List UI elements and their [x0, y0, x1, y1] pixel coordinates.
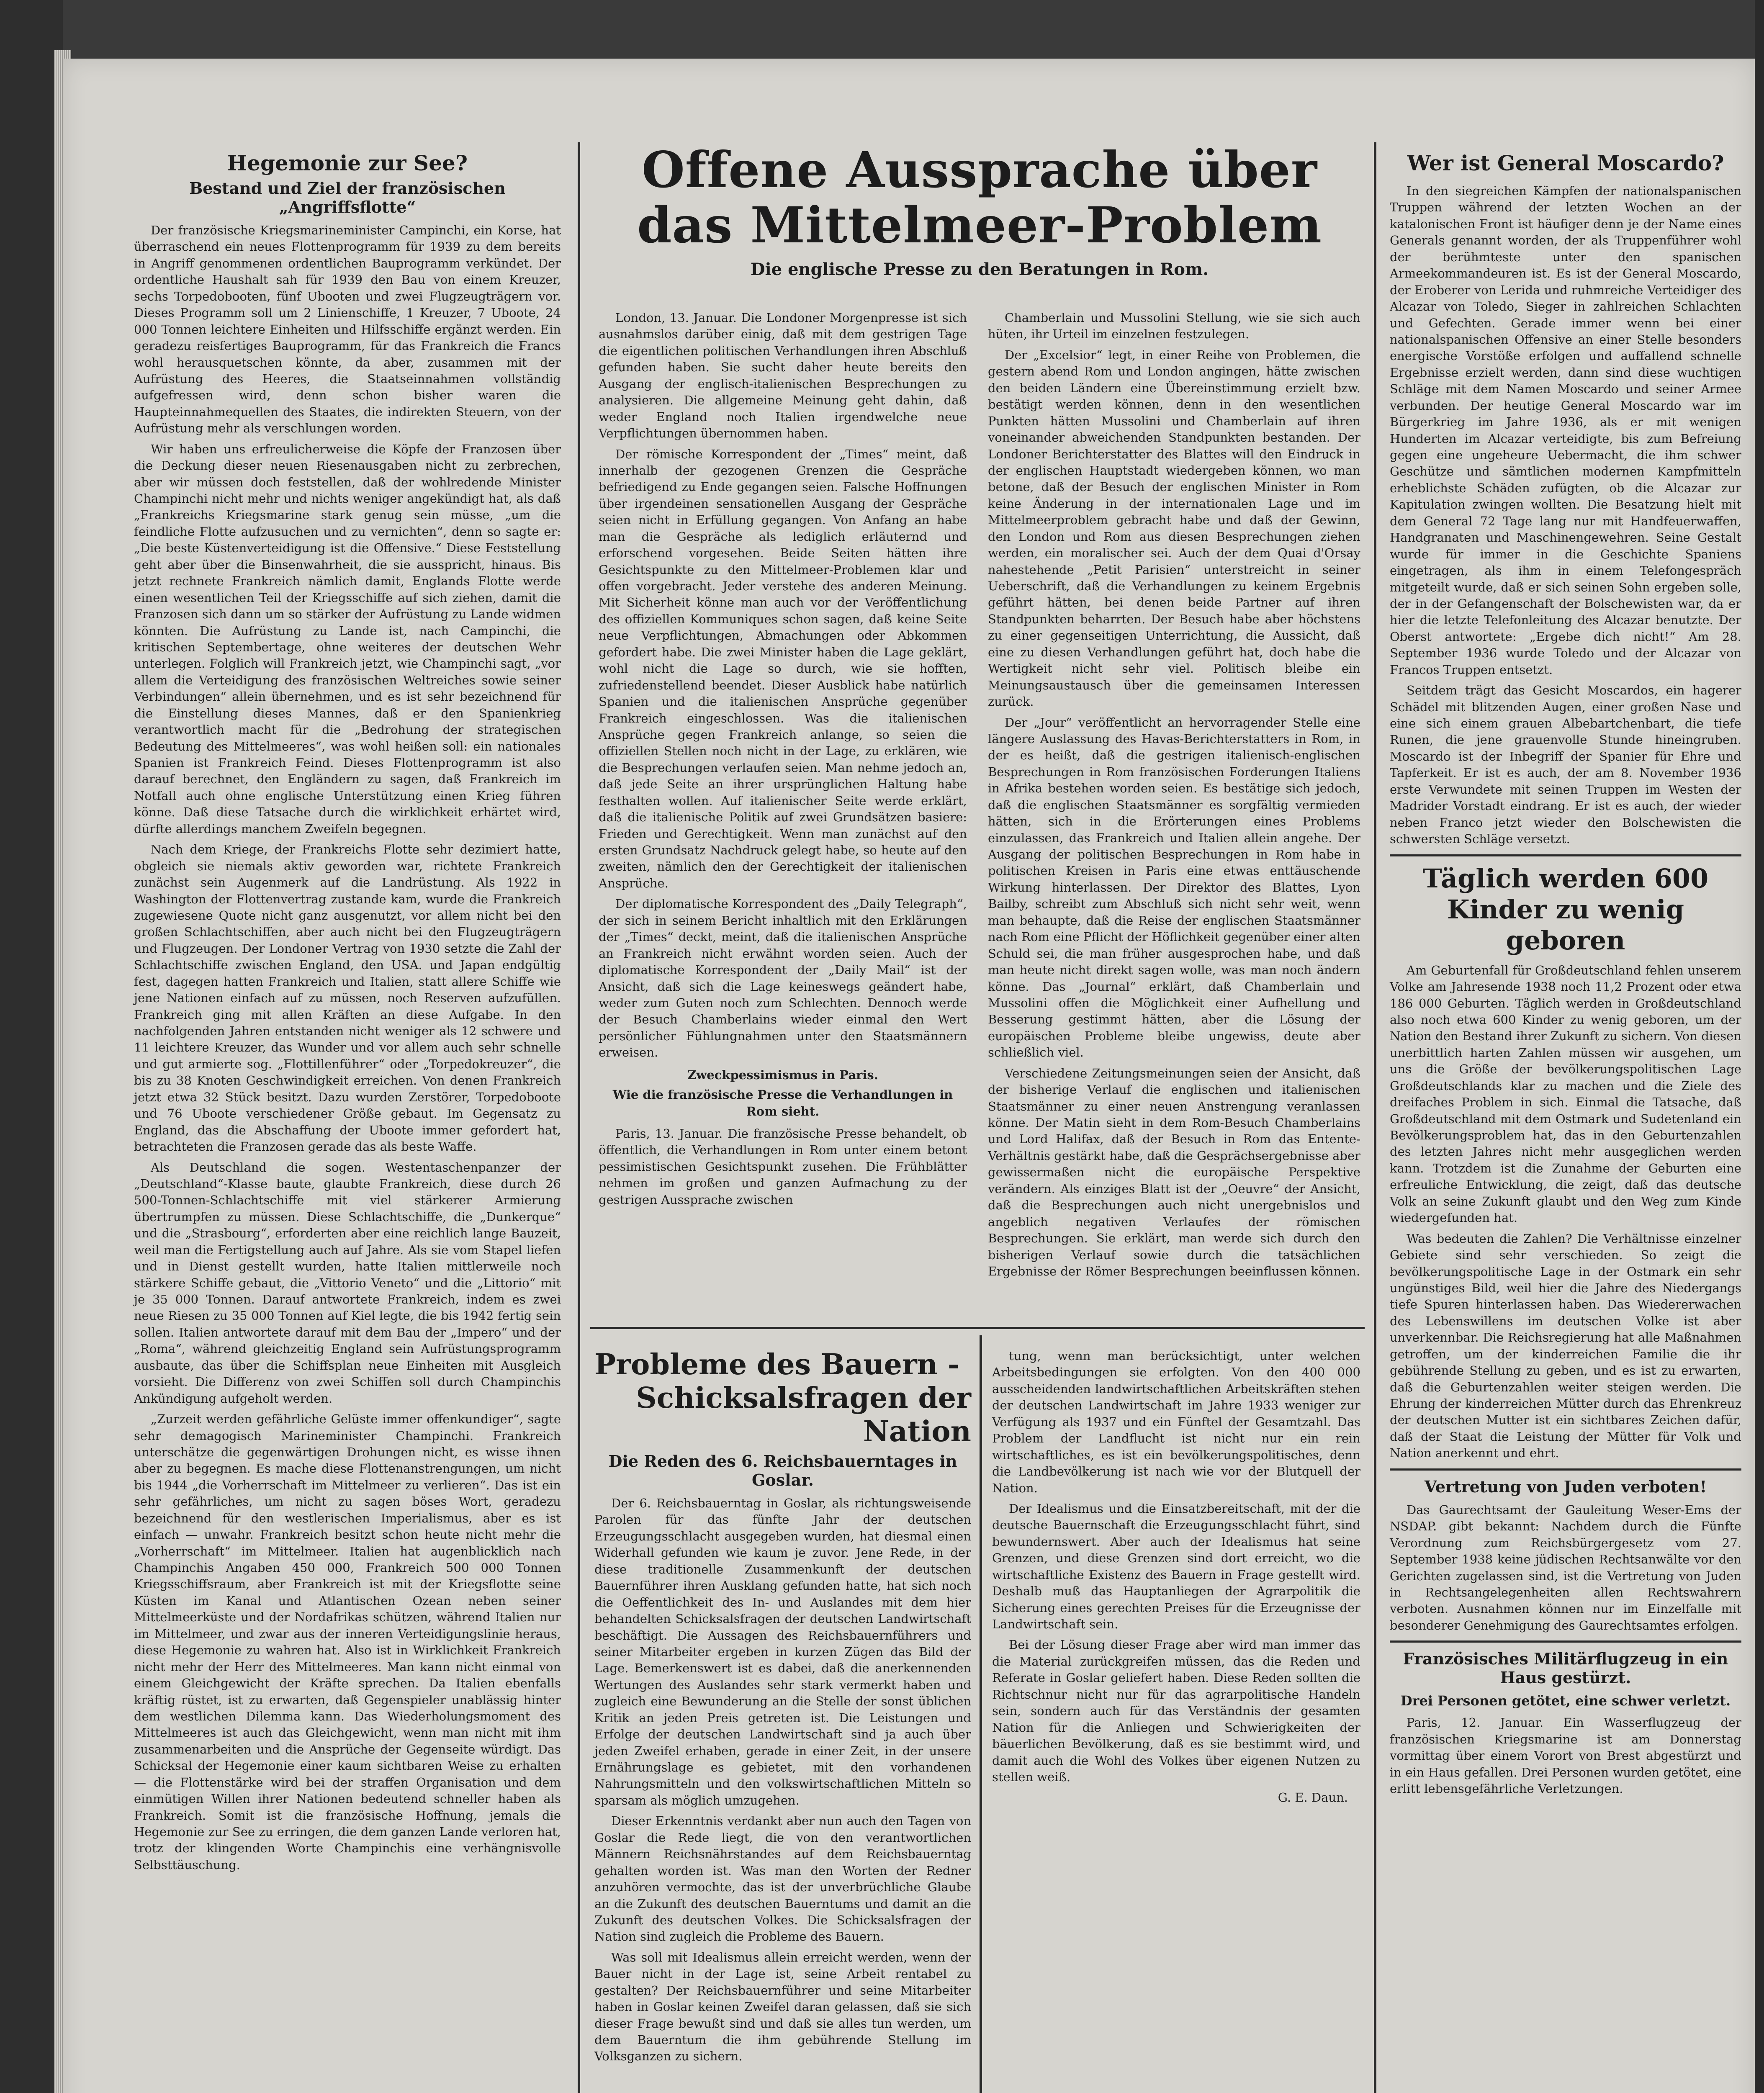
- paragraph: Bei der Lösung dieser Frage aber wird man immer das die Material zurückgreifen müssen, das die Reden und Referate in Goslar geliefert haben. Diese Reden sollten die Richtschnur nicht nur für das agrarpolitische Handeln sein, sondern auch für das Verständnis der gesamten Nation für die Anliegen und Schwierigkeiten der bäuerlichen Bevölkerung, daß es sie bestimmt wird, und damit auch die Wohl des Volkes über eigenen Nutzen zu stellen weiß.: [992, 1638, 1360, 1784]
- paragraph: Was bedeuten die Zahlen? Die Verhältnisse einzelner Gebiete sind sehr verschieden. So zeigt die bevölkerungspolitische Lage in der Ostmark ein sehr ungünstiges Bild, weil hier die Jahre des Niedergangs tiefe Spuren hinterlassen haben. Das Wiedererwachen des Lebenswillens im deutschen Volke ist aber unverkennbar. Die Reichsregierung hat alle Maßnahmen getroffen, um der kinderreichen Familie die ihr gebührende Stellung zu geben, und es ist zu erwarten, daß die Geburtenzahlen weiter steigen werden. Die Ehrung der kinderreichen Mütter durch das Ehrenkreuz der deutschen Mutter ist ein sichtbares Zeichen dafür, daß der Staat die Leistung der Mütter für Volk und Nation anerkennt und ehrt.: [1390, 1231, 1741, 1460]
- article-title: Französisches Militärflugzeug in ein Haus gestürzt.: [1403, 1649, 1728, 1687]
- article-mittelmeer: [599, 141, 1360, 1278]
- paragraph: „Zurzeit werden gefährliche Gelüste immer offenkundiger“, sagte sehr demagogisch Marineminister Champinchi. Frankreich unterschätze die gegenwärtigen Drohungen nicht, es wisse ihnen aber zu begegnen. Es mache diese Flottenanstrengungen, um nicht bis 1944 „die Vorherrschaft im Mittelmeer zu verlieren“. Das ist ein sehr gefährliches, um nicht zu sagen böses Wort, geradezu bezeichnend für den westlerischen Imperialismus, aber es ist einfach — unwahr. Frankreich besitzt schon heute nicht mehr die „Vorherrschaft“ im Mittelmeer. Italien hat augenblicklich nach Champinchis Angaben 450 000, Frankreich 500 000 Tonnen Kriegsschiffsraum, aber Frankreich ist mit der Kriegsflotte seine Küsten im Kanal und Atlantischen Ozean neben seiner Mittelmeerküste und der Nordafrikas schützen, während Italien nur im Mittelmeer, und zwar aus der inneren Verteidigungslinie heraus, diese Hegemonie zu wahren hat. Also ist in Wirklichkeit Frankreich nicht mehr der Herr des Mittelmeeres. Man kann nicht einmal von einem Gleichgewicht der Kräfte sprechen. Da Italien ebenfalls kräftig rüstet, ist zu erwarten, daß Gegenspieler unablässig hinter dem westlichen Dilemma kann. Das Wiederholungsmoment des Mittelmeeres ist auch das Gleichgewicht, wenn man nicht mit ihm zusammenarbeiten und die Ansprüche der Gegenseite würdigt. Das Schicksal der Hegemonie einer kaum sichtbaren Weise zu erhalten — die Flottenstärke wird bei der straffen Organisation und dem einmütigen Willen ihrer Nationen bedeutend schneller haben als Frankreich. Somit ist die französische Hoffnung, jemals die Hegemonie zur See zu erringen, die dem ganzen Lande verloren hat, trotz der klingenden Worte Champinchis eine verhängnisvolle Selbsttäuschung.: [134, 1412, 561, 1872]
- paragraph: tung, wenn man berücksichtigt, unter welchen Arbeitsbedingungen sie erfolgten. Von den 400 000 ausscheidenden landwirtschaftlichen Arbeitskräften stehen der deutschen Landwirtschaft im Jahre 1933 weniger zur Verfügung als 1937 und ein Fünftel der Gesamtzahl. Das Problem der Landflucht ist nicht nur ein rein wirtschaftliches, es ist ein bevölkerungspolitisches, denn die Landbevölkerung ist nach wie vor der Blutquell der Nation.: [992, 1349, 1360, 1495]
- paragraph: In den siegreichen Kämpfen der nationalspanischen Truppen während der letzten Wochen an der katalonischen Front ist häufiger denn je der Name eines Generals genannt worden, der als Truppenführer wohl der berühmteste unter den spanischen Armeekommandeuren ist. Es ist der General Moscardo, der Eroberer von Lerida und ruhmreiche Verteidiger des Alcazar von Toledo, Sieger in zahlreichen Schlachten und Gefechten. Gerade immer wenn bei einer nationalspanischen Offensive an einer Stelle besonders energische Vorstöße erfolgen und auffallend schnelle Ergebnisse erzielt werden, dann sind diese wuchtigen Schläge mit dem Namen Moscardo und seiner Armee verbunden. Der heutige General Moscardo war im Bürgerkrieg im Jahre 1936, als er mit wenigen Hunderten im Alcazar verteidigte, bis zum Befreiung gegen eine ungeheure Uebermacht, die ihm schwer Geschütze und sämtlichen modernen Kampfmitteln erheblichste Schäden zufügten, ob die Alcazar zur Kapitulation zwingen wollten. Die Besatzung hielt mit dem General 72 Tage lang nur mit Handfeuerwaffen, Handgranaten und Maschinengewehren. Seine Gestalt wurde für immer in die Geschichte Spaniens eingetragen, als ihm in einem Telefongespräch mitgeteilt wurde, daß er sich seinen Sohn ergeben solle, der in der Gefangenschaft der Bolschewisten war, da er hier die letzte Telefonleitung des Alcazar benutzte. Der Oberst antwortete: „Ergebe dich nicht!“ Am 28. September 1936 wurde Toledo und der Alcazar von Francos Truppen entsetzt.: [1390, 184, 1741, 677]
- article-bauern-continued: [992, 1348, 1360, 1806]
- article-title: Probleme des Bauern -: [594, 1348, 960, 1381]
- newspaper-page: [63, 59, 1755, 2093]
- article-subtitle: Die Reden des 6. Reichsbauerntages in Goslar.: [608, 1452, 957, 1489]
- paragraph: Der französische Kriegsmarineminister Campinchi, ein Korse, hat überraschend ein neues Flottenprogramm für 1939 zu dem bereits in Angriff genommenen ordentlichen Bauprogramm verkündet. Der ordentliche Haushalt sah für 1939 den Bau von einem Kreuzer, sechs Torpedobooten, fünf Ubooten und zwei Flugzeugträgern vor. Dieses Programm soll um 2 Linienschiffe, 1 Kreuzer, 7 Uboote, 24 000 Tonnen leichtere Einheiten und Hilfsschiffe ergänzt werden. Ein geradezu reisfertiges Bauprogramm, für das Frankreich die Francs wohl herausquetschen könnte, da aber, zusammen mit der Aufrüstung des Heeres, die Staatseinnahmen vollständig aufgefressen wird, denn schon bisher waren die Haupteinnahmequellen des Staates, die indirekten Steuern, von der Aufrüstung mehr als verschlungen worden.: [134, 223, 561, 436]
- paragraph: Was soll mit Idealismus allein erreicht werden, wenn der Bauer nicht in der Lage ist, seine Arbeit rentabel zu gestalten? Der Reichsbauernführer und seine Mitarbeiter haben in Goslar keinen Zweifel daran gelassen, daß sie sich dieser Frage bewußt sind und daß sie alles tun werden, um dem Bauerntum die ihm gebührende Stellung im Volksganzen zu sichern.: [594, 1950, 971, 2064]
- main-headline: Offene Aussprache über das Mittelmeer-Problem: [637, 141, 1322, 255]
- article-bauern: [594, 1348, 971, 2069]
- paragraph: Seitdem trägt das Gesicht Moscardos, ein hagerer Schädel mit blitzenden Augen, einer großen Nase und eine sich einem grauen Albebartchenbart, die tiefe Runen, die jene grauenvolle Stunde hineingruben. Moscardo ist der Inbegriff der Spanier für Ehre und Tapferkeit. Er ist es auch, der am 8. November 1936 erste Verwundete mit seinen Truppen im Westen der Madrider Vorstadt eindrang. Er ist es auch, der wieder neben Franco jetzt wieder den Bolschewisten die schwersten Schläge versetzt.: [1390, 683, 1741, 846]
- column-rule: [1374, 142, 1376, 2093]
- right-column: [1390, 151, 1741, 1801]
- paragraph: Der 6. Reichsbauerntag in Goslar, als richtungsweisende Parolen für das fünfte Jahr der deutschen Erzeugungsschlacht ausgegeben wurden, hat diesmal einen Widerhall gefunden wie kaum je zuvor. Jene Rede, in der diese traditionelle Zusammenkunft der deutschen Bauernführer ihren Ausklang gefunden hatte, hat sich noch die Oeffentlichkeit des In- und Auslandes mit dem hier behandelten Schicksalsfragen der deutschen Landwirtschaft beschäftigt. Die Aussagen des Reichsbauernführers und seiner Mitarbeiter ergeben in kurzen Zügen das Bild der Lage. Bemerkenswert ist es dabei, daß die anerkennenden Wertungen des Auslandes sehr stark vermerkt haben und zugleich eine Bewunderung an die Stelle der sonst üblichen Kritik an jeden Preis getreten ist. Die Leistungen und Erfolge der deutschen Landwirtschaft sind ja auch über jeden Zweifel erhaben, gerade in einer Zeit, in der unsere Ernährungslage es gebietet, mit den vorhandenen Nahrungsmitteln und den volkswirtschaftlichen Mitteln so sparsam als möglich umzugehen.: [594, 1496, 971, 1808]
- paragraph: Nach dem Kriege, der Frankreichs Flotte sehr dezimiert hatte, obgleich sie niemals aktiv geworden war, richtete Frankreich zunächst sein Augenmerk auf die Landrüstung. Als 1922 in Washington der Flottenvertrag zustande kam, wurde die Frankreich zugewiesene Quote nicht ganz ausgenutzt, vor allem nicht bei den großen Schlachtschiffen, aber auch nicht bei den Flugzeugträgern und Flugzeugen. Der Londoner Vertrag von 1930 setzte die Zahl der Schlachtschiffe zwischen England, den USA. und Japan endgültig fest, dagegen hatten Frankreich und Italien, statt allere Schiffe wie jene Nationen einfach auf zu müssen, noch Reserven aufzufüllen. Frankreich ging mit allen Kräften an diese Aufgabe. In den nachfolgenden Jahren entstanden nicht weniger als 12 schwere und 11 leichtere Kreuzer, das Wunder und vor allem auch sehr schnelle und gut armierte sog. „Flottillenführer“ oder „Torpedokreuzer“, die bis zu 38 Knoten Geschwindigkeit erreichen. Von denen Frankreich jetzt etwa 32 Stück besitzt. Dazu wurden Zerstörer, Torpedoboote und 76 Uboote verschiedener Größe gebaut. Im Gegensatz zu England, das die Abschaffung der Uboote immer gefordert hat, betrachteten die Franzosen gerade das als beste Waffe.: [134, 842, 561, 1154]
- article-hegemonie: [134, 151, 561, 1877]
- paragraph: London, 13. Januar. Die Londoner Morgenpresse ist sich ausnahmslos darüber einig, daß mit dem gestrigen Tage die eigentlichen politischen Verhandlungen ihren Abschluß gefunden haben. Sie sucht daher heute bereits den Ausgang der englisch-italienischen Besprechungen zu analysieren. Die allgemeine Meinung geht dahin, daß weder England noch Italien irgendwelche neue Verpflichtungen übernommen haben.: [599, 311, 967, 441]
- section-subhead: Zweckpessimismus in Paris.: [687, 1067, 878, 1082]
- article-title: Vertretung von Juden verboten!: [1424, 1477, 1707, 1496]
- paragraph: Paris, 12. Januar. Ein Wasserflugzeug der französischen Kriegsmarine ist am Donnerstag vormittag über einem Vorort von Brest abgestürzt und in ein Haus gefallen. Drei Personen wurden getötet, eine erlitt lebensgefährliche Verletzungen.: [1390, 1715, 1741, 1796]
- mittelmeer-left-column: [599, 310, 967, 1212]
- scan-background-right: [1755, 0, 1764, 2093]
- article-subtitle: Drei Personen getötet, eine schwer verletzt.: [1400, 1693, 1731, 1709]
- paragraph: Dieser Erkenntnis verdankt aber nun auch den Tagen von Goslar die Rede liegt, die von den verantwortlichen Männern Reichsnährstandes auf dem Reichsbauerntag gehalten worden ist. Was man den Worten der Redner anzuhören vermochte, das ist der unverbrüchliche Glaube an die Zukunft des deutschen Bauerntums und damit an die Zukunft des deutschen Volkes. Die Schicksalsfragen der Nation sind zugleich die Probleme des Bauern.: [594, 1814, 971, 1944]
- section-divider: [590, 1327, 1365, 1329]
- paragraph: Wir haben uns erfreulicherweise die Köpfe der Franzosen über die Deckung dieser neuen Riesenausgaben nicht zu zerbrechen, aber wir müssen doch feststellen, daß der wohlredende Minister Champinchi nicht mehr und nichts weniger angekündigt hat, als daß „Frankreichs Kriegsmarine stark genug sein müsse, „um die feindliche Flotte aufzusuchen und zu vernichten“, denn so sagte er: „Die beste Küstenverteidigung ist die Offensive.“ Diese Feststellung geht aber über die Binsenwahrheit, die sie ausspricht, hinaus. Bis jetzt rechnete Frankreich nämlich damit, Englands Flotte werde einen wesentlichen Teil der Kriegsschiffe auf sich ziehen, damit die Franzosen sich dann um so stärker der Aufrüstung zu Lande widmen könnten. Die Aufrüstung zu Lande ist, nach Campinchi, die kritischen Septembertage, ohne weiteres der deutschen Wehr unterlegen. Folglich will Frankreich jetzt, wie Champinchi sagt, „vor allem die Verteidigung des französischen Weltreiches sowie seiner Verbindungen“ allein übernehmen, und es ist sehr bezeichnend für die Einstellung dieses Mannes, daß er den Spanienkrieg verantwortlich macht für die „Bedrohung der strategischen Bedeutung des Mittelmeeres“, was wohl heißen soll: ein nationales Spanien ist Frankreich Feind. Dieses Flottenprogramm ist also darauf berechnet, den Engländern zu sagen, daß Frankreich im Notfall auch ohne englische Unterstützung einen Krieg führen könne. Daß diese Tatsache durch die wirklichkeit erhärtet wird, dürfte allerdings manchem Zweifeln begegnen.: [134, 442, 561, 836]
- author-signature: G. E. Daun.: [1278, 1790, 1348, 1805]
- paragraph: Verschiedene Zeitungsmeinungen seien der Ansicht, daß der bisherige Verlauf die englischen und italienischen Staatsmänner zu einer neuen Anstrengung veranlassen könne. Der Matin sieht in dem Rom-Besuch Chamberlains und Lord Halifax, daß der Besuch in Rom das Entente-Verhältnis gestärkt habe, daß die Gesprächsergebnisse aber gewissermaßen nicht die europäische Perspektive verändern. Als einziges Blatt ist der „Oeuvre“ der Ansicht, daß die Besprechungen auch nicht unergebnislos und angeblich negativen Verlaufes der römischen Besprechungen. Sie erklärt, man werde sich durch den bisherigen Verlauf sowie durch die tatsächlichen Ergebnisse der Römer Besprechungen beeinflussen können.: [988, 1066, 1360, 1278]
- paragraph: Der „Excelsior“ legt, in einer Reihe von Problemen, die gestern abend Rom und London angingen, hätte zwischen den beiden Ländern eine Übereinstimmung erzielt bzw. bestätigt werden können, denn in den wesentlichen Punkten hätten Mussolini und Chamberlain auf ihren voneinander abweichenden Standpunkten bestanden. Der Londoner Berichterstatter des Blattes will den Eindruck in der englischen Hauptstadt wiedergeben können, wo man betone, daß der Besuch der englischen Minister in Rom keine Änderung in der internationalen Lage und im Mittelmeerproblem gebracht habe und daß der Gewinn, den London und Rom aus diesen Besprechungen ziehen werden, ein moralischer sei. Auch der dem Quai d'Orsay nahestehende „Petit Parisien“ unterstreicht in seiner Ueberschrift, daß die Verhandlungen zu keinem Ergebnis geführt hätten, bei denen beide Partner auf ihren Standpunkten beharrten. Der Besuch habe aber höchstens zu einer gegenseitigen Unterrichtung, die Aussicht, daß eine zu diesen Verhandlungen geführt hat, doch habe die Wertigkeit nicht sehr viel. Politisch bleibe ein Meinungsaustausch über die gemeinsamen Interessen zurück.: [988, 347, 1360, 709]
- section-divider: [1390, 854, 1741, 856]
- section-divider: [1390, 1640, 1741, 1643]
- paragraph: Am Geburtenfall für Großdeutschland fehlen unserem Volke am Jahresende 1938 noch 11,2 Prozent oder etwa 186 000 Geburten. Täglich werden in Großdeutschland also noch etwa 600 Kinder zu wenig geboren, um der Nation den Bestand ihrer Zukunft zu sichern. Von diesen unerbittlich harten Zahlen müssen wir ausgehen, um uns die Größe der bevölkerungspolitischen Lage Großdeutschlands klar zu machen und die Ziele des dreifaches Problem in sich. Einmal die Tatsache, daß Großdeutschland mit dem Ostmark und Sudetenland ein Bevölkerungsproblem hat, das in den Geburtenzahlen des letzten Jahres nicht mehr ausgeglichen werden kann. Trotzdem ist die Zunahme der Geburten eine erfreuliche Entwicklung, die zeigt, daß das deutsche Volk an seine Zukunft glaubt und den Weg zum Kinde wiedergefunden hat.: [1390, 963, 1741, 1225]
- main-subheadline: Die englische Presse zu den Beratungen in Rom.: [750, 260, 1209, 280]
- paragraph: Der Idealismus und die Einsatzbereitschaft, mit der die deutsche Bauernschaft die Erzeugungsschlacht führt, sind bewundernswert. Aber auch der Idealismus hat seine Grenzen, und diese Grenzen sind dort erreicht, wo die wirtschaftliche Existenz des Bauern in Frage gestellt wird. Deshalb muß das Hauptanliegen der Agrarpolitik die Sicherung eines gerechten Preises für die Erzeugnisse der Landwirtschaft sein.: [992, 1501, 1360, 1631]
- scan-background-left: [0, 0, 63, 2093]
- article-title: Wer ist General Moscardo?: [1407, 151, 1724, 175]
- column-rule: [578, 142, 580, 2093]
- section-divider: [1390, 1468, 1741, 1471]
- article-title: Täglich werden 600 Kinder zu wenig geboren: [1422, 863, 1709, 956]
- paragraph: Chamberlain und Mussolini Stellung, wie sie sich auch hüten, ihr Urteil im einzelnen festzulegen.: [988, 311, 1360, 342]
- paragraph: Paris, 13. Januar. Die französische Presse behandelt, ob öffentlich, die Verhandlungen in Rom unter einem betont pessimistischen Gesichtspunkt zusehen. Die Frühblätter nehmen im großen und ganzen Aufmachung zu der gestrigen Aussprache zwischen: [599, 1126, 967, 1207]
- section-subhead: Wie die französische Presse die Verhandlungen in Rom sieht.: [612, 1088, 953, 1118]
- paragraph: Der diplomatische Korrespondent des „Daily Telegraph“, der sich in seinem Bericht inhaltlich mit den Erklärungen der „Times“ deckt, meint, daß die italienischen Ansprüche an Frankreich nicht erwähnt worden seien. Auch der diplomatische Korrespondent der „Daily Mail“ ist der Ansicht, daß sich die Lage keineswegs geändert habe, weder zum Guten noch zum Schlechten. Dennoch werde der Besuch Chamberlains wieder einmal den Wert persönlicher Fühlungnahmen unter den Staatsmännern erweisen.: [599, 897, 967, 1060]
- paragraph: Als Deutschland die sogen. Westentaschenpanzer der „Deutschland“-Klasse baute, glaubte Frankreich, diese durch 26 500-Tonnen-Schlachtschiffe mit viel stärkerer Armierung übertrumpfen zu müssen. Diese Schlachtschiffe, die „Dunkerque“ und die „Strasbourg“, erforderten aber eine reichlich lange Bauzeit, weil man die Fertigstellung auch auf Jahre. Als sie vom Stapel liefen und in Dienst gestellt wurden, hatte Italien mittlerweile noch stärkere Schiffe gebaut, die „Vittorio Veneto“ und die „Littorio“ mit je 35 000 Tonnen. Darauf antwortete Frankreich, indem es zwei neue Riesen zu 35 000 Tonnen auf Kiel legte, die bis 1942 fertig sein sollen. Italien antwortete darauf mit dem Bau der „Impero“ und der „Roma“, während gleichzeitig England sein Aufrüstungsprogramm ausbaute, das über die Schiffsplan neue Einheiten mit Ausgleich vorsieht. Die Differenz von zwei Schiffen soll durch Champinchis Ankündigung aufgeholt werden.: [134, 1160, 561, 1406]
- paragraph: Der „Jour“ veröffentlicht an hervorragender Stelle eine längere Auslassung des Havas-Berichterstatters in Rom, in der es heißt, daß die gestrigen italienisch-englischen Besprechungen in Rom französischen Forderungen Italiens in Afrika bestehen worden seien. Es bestätige sich jedoch, daß die englischen Staatsmänner es sorgfältig vermieden hätten, sich in die Erörterungen eines Problems einzulassen, das Frankreich und Italien allein angehe. Der Ausgang der politischen Besprechungen in Rom habe in politischen Kreisen in Paris eine etwas enttäuschende Wirkung hinterlassen. Der Direktor des Blattes, Lyon Bailby, schreibt zum Abschluß sich nicht sehr weit, wenn man behaupte, daß die Reise der englischen Staatsmänner nach Rom eine Pflicht der Höflichkeit gegenüber einer alten Schuld sei, die man früher ausgesprochen habe, und daß man heute nicht direkt sagen wolle, was man noch ändern könne. Das „Journal“ erklärt, daß Chamberlain und Mussolini offen die Möglichkeit einer Aufhellung und Besserung gestimmt hätten, aber die Lösung der europäischen Probleme bleibe ungewiss, deute aber schließlich viel.: [988, 715, 1360, 1060]
- paragraph: Das Gaurechtsamt der Gauleitung Weser-Ems der NSDAP. gibt bekannt: Nachdem durch die Fünfte Verordnung zum Reichsbürgergesetz vom 27. September 1938 keine jüdischen Rechtsanwälte vor den Gerichten zugelassen sind, ist die Vertretung von Juden in Rechtsangelegenheiten allen Rechtswahrern verboten. Ausnahmen können nur im Einzelfalle mit besonderer Genehmigung des Gaurechtsamtes erfolgen.: [1390, 1502, 1741, 1633]
- article-subtitle: Bestand und Ziel der französischen „Angriffsflotte“: [189, 179, 506, 216]
- column-rule: [980, 1335, 982, 2093]
- mittelmeer-right-column: [988, 310, 1360, 1284]
- article-title: Schicksalsfragen der Nation: [636, 1381, 971, 1448]
- article-title: Hegemonie zur See?: [227, 151, 468, 175]
- paragraph: Der römische Korrespondent der „Times“ meint, daß innerhalb der gezogenen Grenzen die Gespräche befriedigend zu Ende gegangen seien. Falsche Hoffnungen über irgendeinen sensationellen Ausgang der Gespräche seien nicht in Erfüllung gegangen. Von Anfang an habe man die Gespräche als lediglich erläuternd und erforschend vorgesehen. Beide Seiten hätten ihre Gesichtspunkte zu den Mittelmeer-Problemen klar und offen vorgebracht. Jeder verstehe des anderen Meinung. Mit Sicherheit könne man auch vor der Veröffentlichung des offiziellen Kommuniques schon sagen, daß keine Seite neue Verpflichtungen, Abmachungen oder Abkommen gefordert habe. Die zwei Minister haben die Lage geklärt, wohl nicht die Lage so durch, wie sie hofften, zufriedenstellend beendet. Dieser Ausblick habe natürlich Spanien und die italienischen Ansprüche gegenüber Frankreich eingeschlossen. Was die italienischen Ansprüche gegen Frankreich anlange, so seien die offiziellen Stellen noch nicht in der Lage, zu erklären, wie die Besprechungen verlaufen seien. Man nehme jedoch an, daß jede Seite an ihrer ursprünglichen Haltung habe festhalten wollen. Auf italienischer Seite werde erklärt, daß die italienische Politik auf zwei Grundsätzen basiere: Frieden und Gerechtigkeit. Wenn man zunächst auf den ersten Grundsatz Nachdruck gelegt habe, so heute auf den zweiten, nämlich den der Gerechtigkeit der italienischen Ansprüche.: [599, 447, 967, 890]
